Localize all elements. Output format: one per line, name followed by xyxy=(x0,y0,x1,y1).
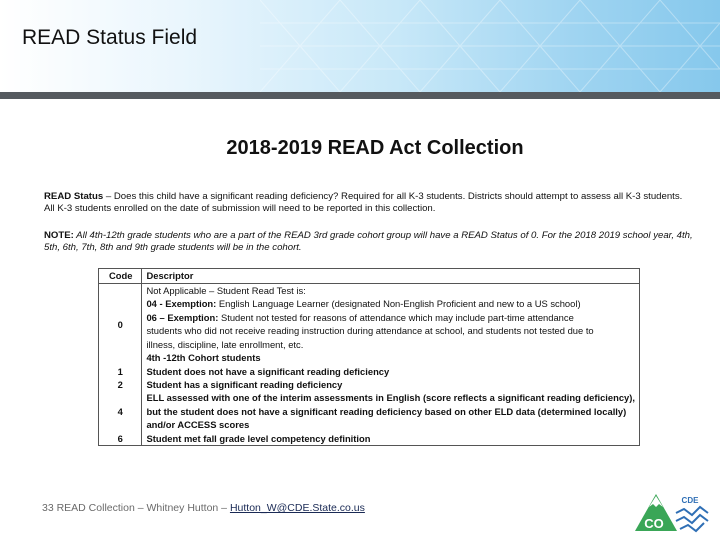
descriptor-cell xyxy=(142,378,640,391)
note-label: NOTE: xyxy=(44,230,74,241)
header-pattern xyxy=(260,0,720,92)
logo-bottom-text: CO xyxy=(644,516,664,531)
footer-email-link[interactable]: Hutton_W@CDE.State.co.us xyxy=(229,502,365,514)
descriptor-line xyxy=(146,391,635,404)
descriptor-line xyxy=(146,311,635,324)
descriptor-line-text: Student does not have a significant reading deficiency xyxy=(146,365,390,377)
note-text: All 4th-12th grade students who are a part of the READ 3rd grade cohort group will have a READ Status of 0. For the 2018 2019 school year, 4th, 5th, 6th, 7th, 8th and 9th grade students will be in the cohort. xyxy=(44,230,693,253)
descriptor-line xyxy=(146,378,635,391)
document-title: 2018-2019 READ Act Collection xyxy=(226,137,524,159)
descriptor-cell xyxy=(142,365,640,378)
table-row xyxy=(99,284,640,365)
code-cell: 2 xyxy=(99,378,142,391)
descriptor-line-text: and/or ACCESS scores xyxy=(146,419,250,431)
table-body xyxy=(99,284,640,446)
footer xyxy=(42,502,365,514)
descriptor-line xyxy=(146,405,635,418)
descriptor-line xyxy=(146,365,635,378)
table-row xyxy=(99,378,640,391)
descriptor-line-text: ELL assessed with one of the interim assessments in English (score reflects a significant reading deficiency), xyxy=(146,392,635,404)
descriptor-line xyxy=(146,297,635,310)
descriptor-line-text: students who did not receive reading instruction during attendance at school, and students not tested due to xyxy=(146,325,594,337)
descriptor-cell xyxy=(142,391,640,431)
descriptor-line-text: but the student does not have a significant reading deficiency based on other ELD data (determined locally) xyxy=(146,405,627,417)
code-cell: 6 xyxy=(99,432,142,446)
code-table xyxy=(98,268,640,446)
cde-logo xyxy=(632,491,710,533)
descriptor-line-rest: Student not tested for reasons of attendance which may include part-time attendance xyxy=(218,311,574,323)
logo-top-text: CDE xyxy=(681,496,699,505)
code-cell: 1 xyxy=(99,365,142,378)
table-row xyxy=(99,432,640,446)
column-header-descriptor: Descriptor xyxy=(142,269,640,284)
descriptor-line xyxy=(146,351,635,364)
descriptor-line xyxy=(146,324,635,337)
descriptor-line xyxy=(146,432,635,445)
descriptor-line-text: 04 - Exemption: xyxy=(146,298,217,310)
descriptor-line-text: Student has a significant reading deficiency xyxy=(146,378,343,390)
descriptor-line-rest: English Language Learner (designated Non-English Proficient and new to a US school) xyxy=(216,298,581,310)
descriptor-line xyxy=(146,418,635,431)
descriptor-cell xyxy=(142,284,640,365)
status-label: READ Status xyxy=(44,191,104,202)
slide-title: READ Status Field xyxy=(22,26,198,49)
note-paragraph xyxy=(44,230,694,254)
slide-header xyxy=(0,0,720,92)
code-cell: 4 xyxy=(99,391,142,431)
descriptor-line xyxy=(146,338,635,351)
table-row xyxy=(99,365,640,378)
descriptor-line-text: illness, discipline, late enrollment, etc. xyxy=(146,338,304,350)
status-paragraph xyxy=(44,191,694,215)
column-header-code: Code xyxy=(99,269,142,284)
table-row xyxy=(99,391,640,431)
descriptor-cell xyxy=(142,432,640,446)
status-text: – Does this child have a significant reading deficiency? Required for all K-3 students. Districts should attempt to assess all K-3 students. All K-3 students enrolled on the date of submission will need to be reported in this collection. xyxy=(44,191,683,214)
code-cell: 0 xyxy=(99,284,142,365)
header-rule xyxy=(0,92,720,99)
descriptor-line-text: Student met fall grade level competency definition xyxy=(146,432,371,444)
table-header-row xyxy=(99,269,640,284)
descriptor-line xyxy=(146,284,635,297)
descriptor-line-text: 4th -12th Cohort students xyxy=(146,352,261,364)
footer-text: 33 READ Collection – Whitney Hutton – xyxy=(42,502,230,514)
descriptor-line-text: 06 – Exemption: xyxy=(146,311,219,323)
descriptor-line-text: Not Applicable – Student Read Test is: xyxy=(146,285,306,296)
